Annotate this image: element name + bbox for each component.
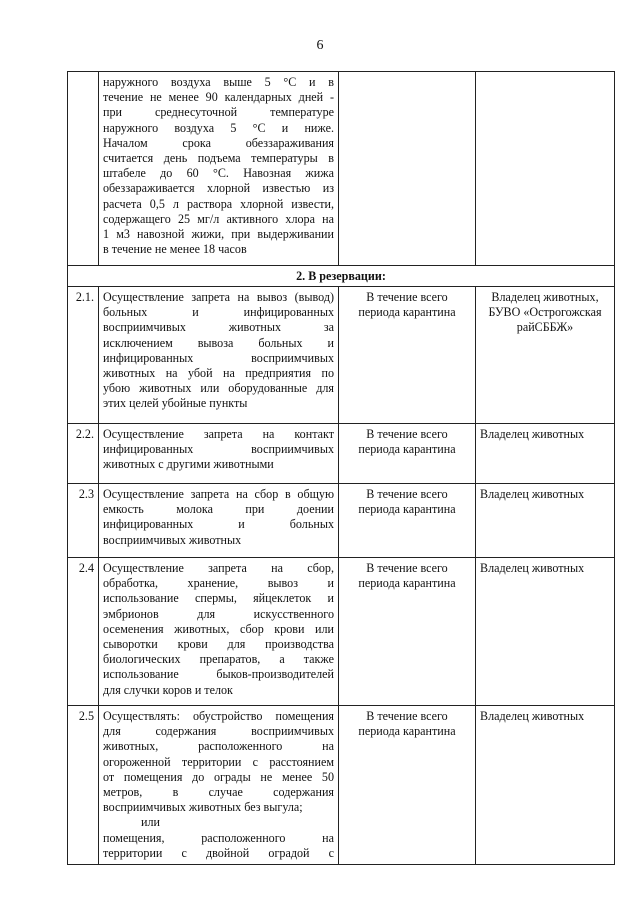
text-line: огороженной территории с расстоянием — [103, 754, 334, 769]
term-line: В течение всего — [366, 427, 448, 441]
table-row — [68, 484, 615, 558]
text-line: метров, в случае содержания — [103, 785, 334, 800]
text-line: наружного воздуха выше 5 °С и в — [103, 75, 334, 89]
responsible-line: Владелец животных — [480, 487, 585, 501]
text-line: Началом срока обеззараживания — [103, 135, 334, 150]
text-line: осеменения животных, сбор крови или — [103, 621, 334, 636]
measure-cell — [99, 706, 339, 865]
text-line: восприимчивых животных — [103, 532, 242, 547]
text-line: этих целей убойные пункты — [103, 396, 248, 411]
responsible-cell — [476, 484, 615, 558]
measures-table — [67, 71, 615, 865]
text-line: восприимчивых животных без выгула; — [103, 800, 303, 815]
text-line: от помещения до ограды не менее 50 — [103, 769, 334, 784]
table-row-continuation — [68, 72, 615, 266]
measure-cell — [99, 424, 339, 484]
responsible-cell — [476, 424, 615, 484]
text-line: для содержания восприимчивых — [103, 724, 334, 739]
page-number: 6 — [316, 38, 324, 53]
term-line: В течение всего — [366, 290, 448, 304]
text-line: Осуществлять: обустройство помещения — [103, 709, 334, 723]
text-line: течение не менее 90 календарных дней - — [103, 90, 334, 105]
row-number: 2.4 — [68, 558, 99, 706]
text-line: расчета 0,5 л раствора хлорной извести, — [103, 196, 334, 211]
text-line: животных с другими животными — [103, 457, 274, 472]
table-row — [68, 706, 615, 865]
responsible-line: райСББЖ» — [516, 320, 574, 335]
text-line: восприимчивых животных за — [103, 320, 334, 335]
text-line: исключением вывоза больных и — [103, 335, 334, 350]
text-line: инфицированных и больных — [103, 517, 334, 532]
text-line: животных на убой на предприятия по — [103, 366, 334, 381]
responsible-cell — [476, 287, 615, 424]
text-line: в течение не менее 18 часов — [103, 242, 247, 257]
term-cell — [339, 72, 476, 266]
text-line: Осуществление запрета на вывоз (вывод) — [103, 290, 334, 304]
text-line: помещения, расположенного на — [103, 830, 334, 845]
measure-cell — [99, 287, 339, 424]
text-line: сыворотки крови для производства — [103, 637, 334, 652]
term-cell — [339, 424, 476, 484]
text-line: инфицированных восприимчивых — [103, 350, 334, 365]
section-title: 2. В резервации: — [68, 266, 615, 287]
term-line: периода карантина — [358, 724, 456, 739]
text-line: убою животных или оборудованные для — [103, 381, 334, 396]
text-line: 1 м3 навозной жижи, при выдерживании — [103, 227, 334, 242]
text-line: Осуществление запрета на контакт — [103, 427, 334, 441]
term-cell — [339, 484, 476, 558]
term-line: В течение всего — [366, 561, 448, 575]
text-line: инфицированных восприимчивых — [103, 442, 334, 457]
measure-cell — [99, 484, 339, 558]
term-line: В течение всего — [366, 709, 448, 723]
term-line: В течение всего — [366, 487, 448, 501]
text-line: животных, расположенного на — [103, 739, 334, 754]
text-line: обработка, хранение, вывоз и — [103, 576, 334, 591]
row-number: 2.1. — [68, 287, 99, 424]
section-row — [68, 266, 615, 287]
responsible-line: Владелец животных — [480, 427, 585, 441]
text-line: штабеле до 60 °С. Навозная жижа — [103, 166, 334, 181]
term-line: периода карантина — [358, 502, 456, 517]
row-number: 2.5 — [68, 706, 99, 865]
responsible-line: Владелец животных — [480, 561, 585, 575]
text-line: биологических препаратов, а также — [103, 652, 334, 667]
measure-cell — [99, 72, 339, 266]
text-line: обеззараживается хлорной известью из — [103, 181, 334, 196]
text-line: наружного воздуха 5 °С и ниже. — [103, 120, 334, 135]
term-cell — [339, 706, 476, 865]
term-cell — [339, 558, 476, 706]
responsible-line: БУВО «Острогожская — [488, 305, 602, 320]
term-line: периода карантина — [358, 576, 456, 591]
text-line: территории с двойной оградой с — [103, 845, 334, 860]
measure-cell — [99, 558, 339, 706]
text-line: больных и инфицированных — [103, 305, 334, 320]
text-line: использование быков-производителей — [103, 667, 334, 682]
text-line: Осуществление запрета на сбор в общую — [103, 487, 334, 501]
text-line: считается день подъема температуры в — [103, 151, 334, 166]
text-line: или — [141, 815, 160, 830]
responsible-line: Владелец животных, — [491, 290, 599, 304]
term-line: периода карантина — [358, 305, 456, 320]
text-line: для случки коров и телок — [103, 682, 233, 697]
text-line: использование спермы, яйцеклеток и — [103, 591, 334, 606]
responsible-cell — [476, 706, 615, 865]
table-row — [68, 287, 615, 424]
text-line: эмбрионов для искусственного — [103, 606, 334, 621]
responsible-cell — [476, 72, 615, 266]
row-number-cell — [68, 72, 99, 266]
text-line: Осуществление запрета на сбор, — [103, 561, 334, 575]
text-line: при среднесуточной температуре — [103, 105, 334, 120]
text-line: содержащего 25 мг/л активного хлора на — [103, 211, 334, 226]
row-number: 2.3 — [68, 484, 99, 558]
responsible-line: Владелец животных — [480, 709, 585, 723]
table-row — [68, 424, 615, 484]
table-row — [68, 558, 615, 706]
responsible-cell — [476, 558, 615, 706]
text-line: емкость молока при доении — [103, 502, 334, 517]
term-line: периода карантина — [358, 442, 456, 457]
term-cell — [339, 287, 476, 424]
row-number: 2.2. — [68, 424, 99, 484]
